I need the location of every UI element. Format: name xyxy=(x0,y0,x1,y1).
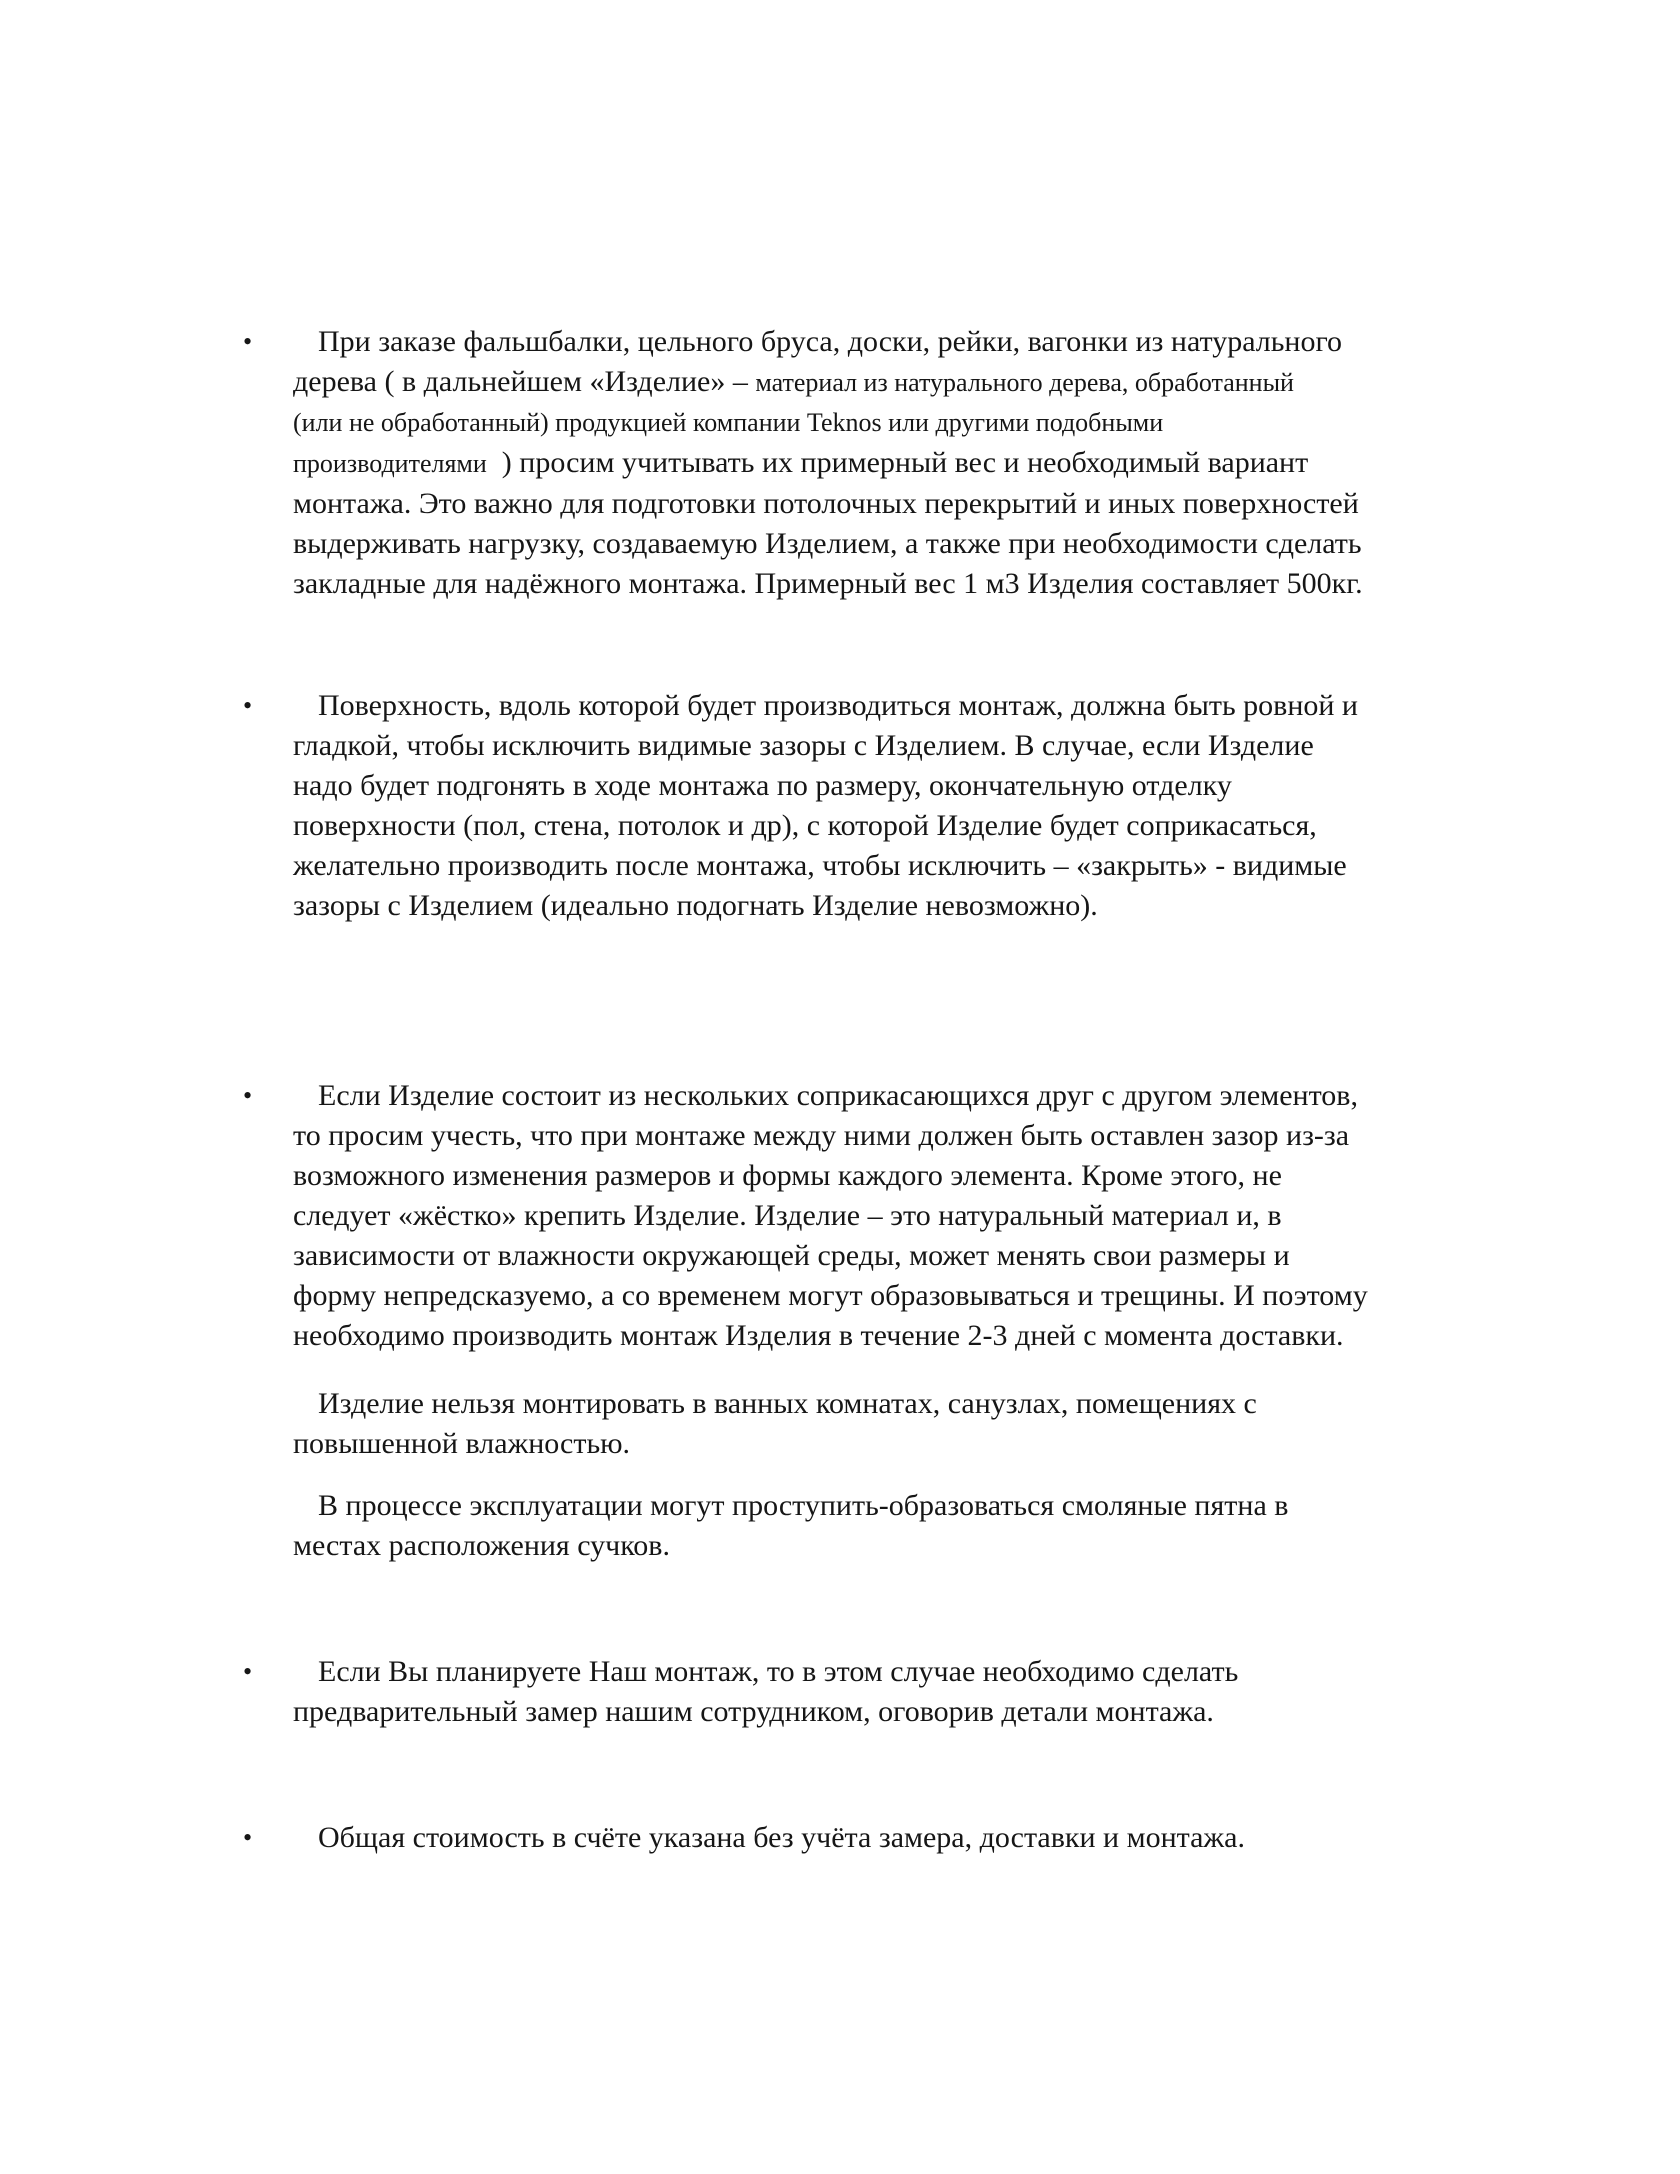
text-span-small: материал из натурального дерева, обработанный xyxy=(755,368,1294,397)
text-line: желательно производить после монтажа, чтобы исключить – «закрыть» - видимые xyxy=(293,849,1347,882)
bullet-icon: • xyxy=(243,1823,253,1852)
text-line: В процессе эксплуатации могут проступить-образоваться смоляные пятна в xyxy=(318,1489,1289,1522)
text-line: повышенной влажностью. xyxy=(293,1427,631,1460)
text-line: следует «жёстко» крепить Изделие. Изделие – это натуральный материал и, в xyxy=(293,1199,1282,1232)
text-line: монтажа. Это важно для подготовки потолочных перекрытий и иных поверхностей xyxy=(293,487,1359,520)
text-line: то просим учесть, что при монтаже между ними должен быть оставлен зазор из-за xyxy=(293,1119,1350,1152)
text-line: необходимо производить монтаж Изделия в течение 2-3 дней с момента доставки. xyxy=(293,1319,1344,1352)
paragraph-surface xyxy=(293,686,1493,926)
text-line xyxy=(293,362,1493,403)
text-line: закладные для надёжного монтажа. Примерный вес 1 м3 Изделия составляет 500кг. xyxy=(293,567,1363,600)
paragraph-humidity xyxy=(293,1384,1493,1464)
text-line: местах расположения сучков. xyxy=(293,1529,670,1562)
text-span-small: производителями xyxy=(293,449,487,478)
text-line: форму непредсказуемо, а со временем могут образовываться и трещины. И поэтому xyxy=(293,1279,1368,1312)
text-line-small: (или не обработанный) продукцией компании Teknos или другими подобными xyxy=(293,408,1164,437)
text-span: дерева ( в дальнейшем «Изделие» – xyxy=(293,365,748,398)
text-line: Общая стоимость в счёте указана без учёта замера, доставки и монтажа. xyxy=(318,1821,1245,1854)
paragraph-weight xyxy=(293,322,1493,604)
text-line: Поверхность, вдоль которой будет производиться монтаж, должна быть ровной и xyxy=(318,689,1358,722)
text-line: При заказе фальшбалки, цельного бруса, доски, рейки, вагонки из натурального xyxy=(318,325,1343,358)
text-line: гладкой, чтобы исключить видимые зазоры с Изделием. В случае, если Изделие xyxy=(293,729,1314,762)
paragraph-installation xyxy=(293,1652,1493,1732)
text-line: предварительный замер нашим сотрудником, оговорив детали монтажа. xyxy=(293,1695,1214,1728)
paragraph-gaps xyxy=(293,1076,1493,1356)
text-line: выдерживать нагрузку, создаваемую Изделием, а также при необходимости сделать xyxy=(293,527,1362,560)
bullet-icon: • xyxy=(243,327,253,356)
text-line: зависимости от влажности окружающей среды, может менять свои размеры и xyxy=(293,1239,1290,1272)
text-span: ) просим учитывать их примерный вес и необходимый вариант xyxy=(501,446,1309,479)
bullet-icon: • xyxy=(243,691,253,720)
paragraph-cost xyxy=(293,1818,1493,1858)
text-line: поверхности (пол, стена, потолок и др), с которой Изделие будет соприкасаться, xyxy=(293,809,1317,842)
text-line: зазоры с Изделием (идеально подогнать Изделие невозможно). xyxy=(293,889,1098,922)
text-line: надо будет подгонять в ходе монтажа по размеру, окончательную отделку xyxy=(293,769,1232,802)
text-line: Если Вы планируете Наш монтаж, то в этом случае необходимо сделать xyxy=(318,1655,1239,1688)
text-line: Изделие нельзя монтировать в ванных комнатах, санузлах, помещениях с xyxy=(318,1387,1257,1420)
text-line: возможного изменения размеров и формы каждого элемента. Кроме этого, не xyxy=(293,1159,1282,1192)
bullet-icon: • xyxy=(243,1657,253,1686)
text-line: Если Изделие состоит из нескольких соприкасающихся друг с другом элементов, xyxy=(318,1079,1358,1112)
bullet-icon: • xyxy=(243,1081,253,1110)
paragraph-resin xyxy=(293,1486,1493,1566)
text-line xyxy=(293,443,1493,484)
